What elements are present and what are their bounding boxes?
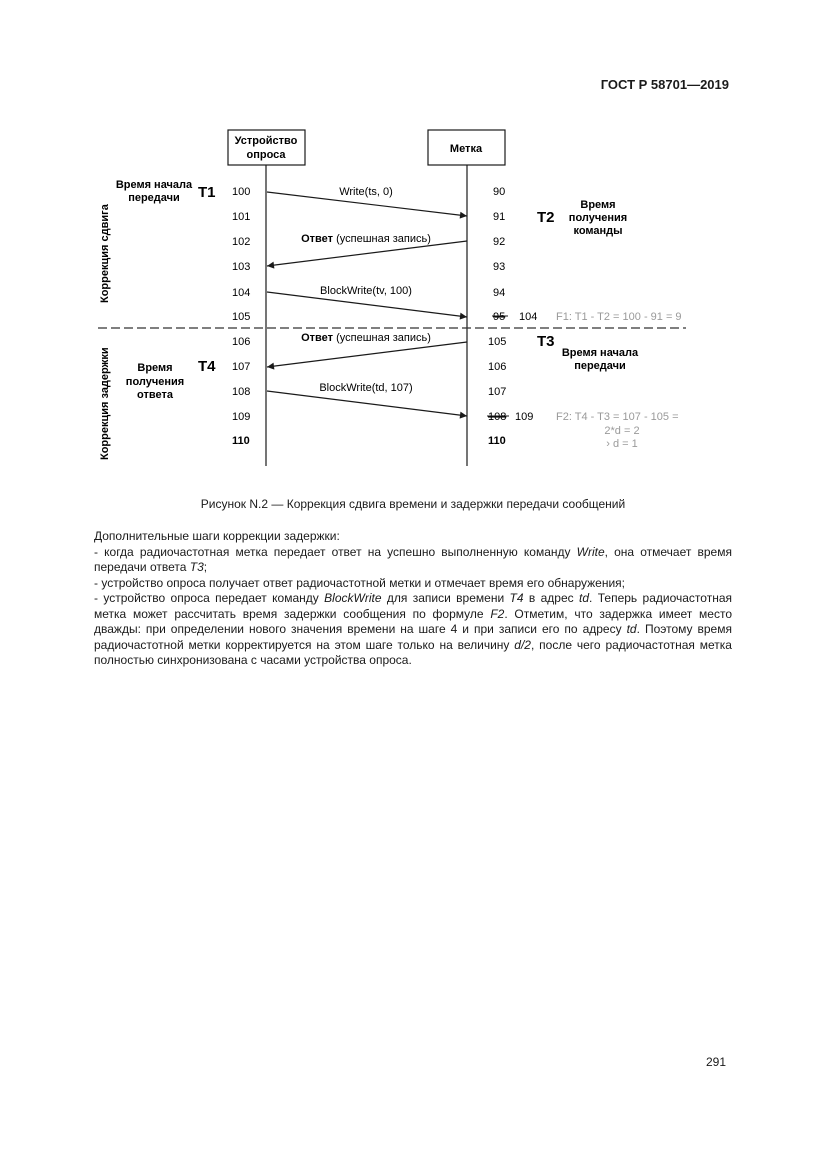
device-time: 101	[232, 211, 251, 223]
body-text	[94, 529, 732, 669]
text-italic: BlockWrite	[324, 591, 382, 605]
device-time: 109	[232, 411, 251, 423]
text: , после чего радиочастотная метка полностью синхронизована с часами устройства опроса.	[94, 637, 732, 667]
tag-time-column	[487, 186, 537, 447]
tag-time: 106	[488, 361, 507, 373]
tag-time-struck: 95	[493, 311, 506, 323]
t3-label-line1: Время начала	[561, 347, 639, 359]
t3-label-line2: передачи	[574, 360, 626, 372]
tag-time: 90	[493, 186, 506, 198]
msg-blockwrite-tv: BlockWrite(tv, 100)	[320, 285, 412, 297]
device-time: 105	[232, 311, 251, 323]
t4-label-line2: получения	[125, 376, 185, 388]
page-number: 291	[705, 1055, 726, 1069]
msg-reply-1	[301, 233, 431, 245]
paragraph: Дополнительные шаги коррекции задержки:	[94, 529, 340, 543]
t2-label-line2: получения	[568, 212, 628, 224]
device-time: 102	[232, 236, 251, 248]
formula-f1: F1: T1 - T2 = 100 - 91 = 9	[556, 311, 682, 323]
text: - устройство опроса передает команду	[94, 591, 325, 605]
msg-reply-rest: (успешная запись)	[333, 233, 431, 245]
sequence-diagram	[0, 0, 826, 480]
tag-time-struck: 108	[488, 411, 507, 423]
t1-label-line2: передачи	[128, 192, 180, 204]
device-time: 108	[232, 386, 251, 398]
tag-time: 94	[493, 287, 506, 299]
t4-label-line1: Время	[137, 362, 173, 374]
text-italic: T3	[189, 560, 204, 574]
paragraph	[94, 545, 732, 576]
text-italic: T4	[509, 591, 524, 605]
device-time: 110	[232, 435, 250, 447]
device-time: 104	[232, 287, 251, 299]
device-time: 103	[232, 261, 251, 273]
text-italic: d/2	[514, 637, 531, 652]
msg-blockwrite-td: BlockWrite(td, 107)	[319, 382, 413, 394]
msg-reply-rest: (успешная запись)	[333, 332, 431, 344]
tag-time: 93	[493, 261, 506, 273]
text: . Отметим, что задержка имеет место дважды: при определении нового значения времени на шаге 4 и при записи его по адресу	[94, 606, 732, 636]
text: . Поэтому время радиочастотной метки корректируется на этом шаге только на величину	[94, 622, 732, 652]
tag-time: 91	[493, 211, 506, 223]
text: . Теперь радиочастотная метка может рассчитать время задержки сообщения по формуле	[94, 591, 732, 621]
delay-correction-label: Коррекция задержки	[99, 347, 111, 460]
tag-corrected-time: 104	[519, 311, 538, 323]
formula-f2-line2: 2*d = 2	[604, 425, 640, 437]
arrow-reply-2	[267, 342, 467, 367]
t2-label-line3: команды	[573, 225, 623, 237]
paragraph	[94, 591, 732, 669]
t4-mark: T4	[198, 358, 216, 375]
tag-time: 110	[488, 435, 506, 447]
t4-label-line3: ответа	[137, 389, 173, 401]
text: - когда радиочастотная метка передает ответ на успешно выполненную команду	[94, 544, 577, 559]
text-italic: td	[626, 622, 637, 636]
device-box-line1: Устройство	[234, 135, 298, 147]
device-time: 100	[232, 186, 251, 198]
text: в адрес	[523, 591, 580, 605]
tag-time: 107	[488, 386, 507, 398]
msg-reply-2	[301, 332, 431, 344]
msg-reply-bold: Ответ	[301, 233, 334, 245]
tag-box-label: Метка	[449, 143, 483, 155]
tag-corrected-time: 109	[515, 411, 534, 423]
t2-mark: T2	[537, 209, 555, 226]
shift-correction-label: Коррекция сдвига	[99, 204, 111, 303]
device-box-line2: опроса	[246, 149, 286, 161]
t3-mark: T3	[537, 333, 555, 350]
text-italic: F2	[490, 606, 505, 621]
t1-label-line1: Время начала	[115, 179, 193, 191]
device-time: 106	[232, 336, 251, 348]
document-header: ГОСТ Р 58701—2019	[600, 77, 729, 92]
msg-write: Write(ts, 0)	[339, 186, 393, 198]
text: , она отмечает время передачи ответа	[94, 544, 732, 574]
figure-caption: Рисунок N.2 — Коррекция сдвига времени и задержки передачи сообщений	[200, 497, 626, 511]
t1-mark: T1	[198, 184, 216, 201]
text: ;	[203, 560, 208, 574]
text-italic: td	[579, 591, 590, 605]
t2-label-line1: Время	[580, 199, 616, 211]
tag-time: 92	[493, 236, 506, 248]
device-time-column	[232, 186, 250, 447]
device-time: 107	[232, 361, 251, 373]
tag-time: 105	[488, 336, 507, 348]
text: для записи времени	[381, 591, 510, 605]
arrow-blockwrite-td	[267, 391, 467, 416]
text-italic: Write	[576, 544, 605, 559]
formula-f2-line1: F2: T4 - T3 = 107 - 105 =	[556, 411, 679, 423]
formula-f2-line3: › d = 1	[606, 438, 638, 450]
msg-reply-bold: Ответ	[301, 332, 334, 344]
paragraph: - устройство опроса получает ответ радиочастотной метки и отмечает время его обнаружения;	[94, 575, 625, 590]
